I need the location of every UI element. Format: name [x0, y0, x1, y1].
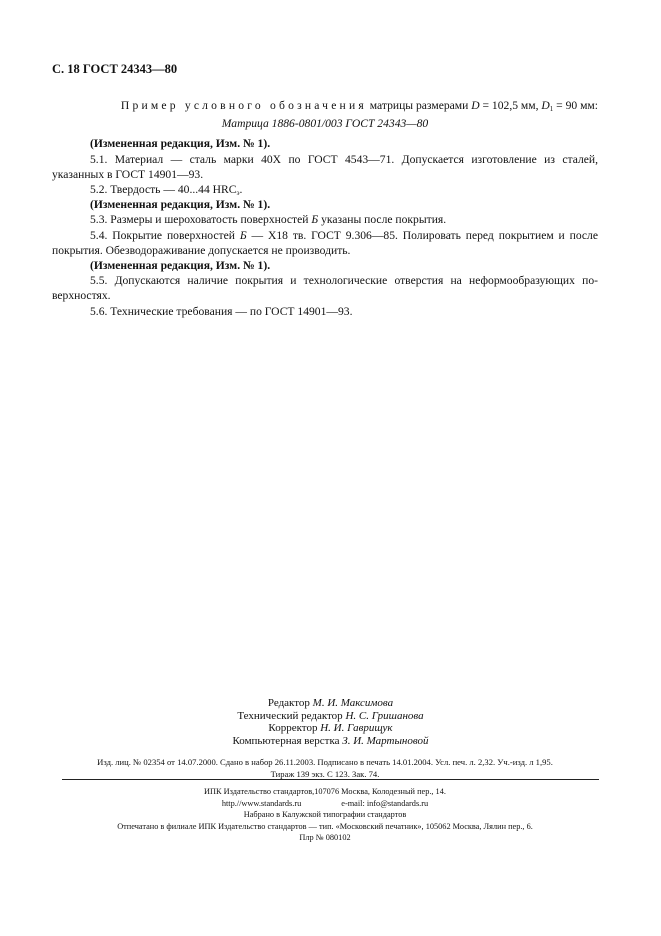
credit-editor: Редактор М. И. Максимова — [267, 697, 394, 709]
clause-5-5-cont: верхностях. — [52, 289, 111, 303]
horizontal-rule — [62, 779, 599, 780]
imprint-line-1: Изд. лиц. № 02354 от 14.07.2000. Сдано в набор 26.11.2003. Подписано в печать 14.01.2004. Усл. печ. л. 2,32. Уч.-изд. л 1,95. — [97, 757, 553, 767]
clause-5-3: 5.3. Размеры и шероховатость поверхностей Б указаны после покрытия. — [90, 213, 447, 227]
clause-5-2: 5.2. Твердость — 40...44 $HRC_э$. — [90, 183, 243, 198]
clause-5-6: 5.6. Технические требования — по ГОСТ 14901—93. — [90, 304, 353, 318]
clause-5-4: 5.4. Покрытие поверхностей Б — Х18 тв. ГОСТ 9.306—85. Полировать перед покрытием и после — [90, 228, 598, 242]
email-link[interactable]: e-mail: info@standards.ru — [341, 798, 429, 808]
credit-layout: Компьютерная верстка З. И. Мартыновой — [232, 734, 429, 747]
revision-note: (Измененная редакция, Изм. № 1). — [90, 198, 271, 212]
page-header: С. 18 ГОСТ 24343—80 — [52, 62, 178, 76]
designation-example: Матрица 1886-0801/003 ГОСТ 24343—80 — [221, 117, 429, 131]
publisher-info — [52, 786, 598, 844]
example-label: Пример условного обозначения — [120, 99, 367, 112]
credit-proofreader: Корректор Н. И. Гаврищук — [268, 722, 393, 735]
publisher-address: ИПК Издательство стандартов,107076 Москва, Колодезный пер., 14. — [204, 787, 446, 796]
clause-5-1: 5.1. Материал — сталь марки 40Х по ГОСТ 4543—71. Допускается изготовление из сталей, — [90, 152, 598, 166]
printing-note: Отпечатано в филиале ИПК Издательство стандартов — тип. «Московский печатник», 105062 Москва, Лялин пер., 6. — [117, 821, 533, 831]
print-imprint — [52, 756, 598, 780]
d-symbol: D — [471, 99, 480, 112]
document-body — [52, 98, 598, 319]
revision-note: (Измененная редакция, Изм. № 1). — [90, 137, 271, 151]
revision-note: (Измененная редакция, Изм. № 1). — [90, 259, 271, 273]
publisher-contacts — [52, 798, 598, 810]
clause-5-4-cont: покрытия. Обезводораживание допускается не производить. — [52, 243, 351, 257]
license-number: Плр № 080102 — [299, 833, 351, 843]
website-link[interactable]: http.//www.standards.ru — [221, 798, 302, 808]
credit-tech-editor: Технический редактор Н. С. Гришанова — [237, 709, 424, 722]
d1-symbol: D — [541, 99, 550, 112]
clause-5-1-cont: указанных в ГОСТ 14901—93. — [52, 167, 204, 181]
designation-example-intro: Пример условного обозначения матрицы размерами D = 102,5 мм, $D_1 = 90$ мм: — [120, 99, 598, 113]
typesetting-note: Набрано в Калужской типографии стандартов — [243, 810, 407, 820]
imprint-line-2: Тираж 139 экз. С 123. Зак. 74. — [270, 769, 380, 779]
clause-5-5: 5.5. Допускаются наличие покрытия и технологические отверстия на неформообразующих по- — [90, 274, 598, 288]
editorial-credits — [0, 697, 661, 747]
